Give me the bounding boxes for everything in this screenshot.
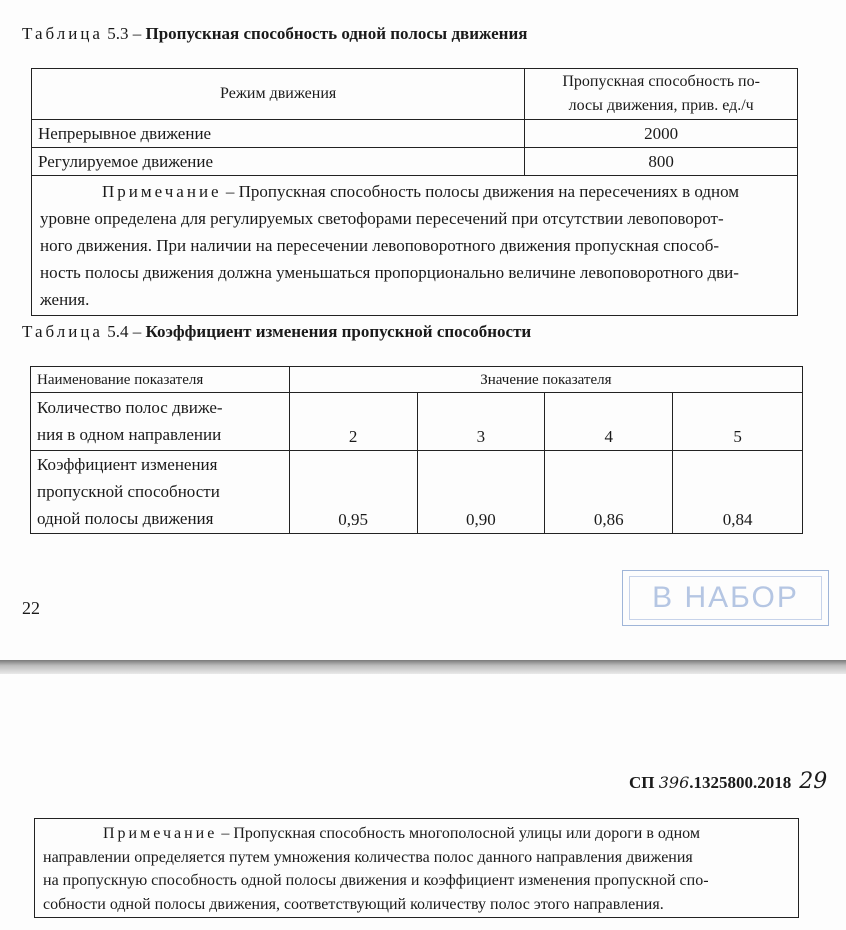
- row-label: Количество полос движе- ния в одном направлении: [31, 393, 290, 451]
- page-number: 22: [22, 598, 40, 618]
- row-mode: Регулируемое движение: [32, 148, 525, 176]
- caption-number: 5.4 –: [107, 322, 142, 341]
- row-capacity: 800: [525, 148, 798, 176]
- note-line: Примечание – Пропускная способность полосы движения на пересечениях в одном: [102, 182, 740, 201]
- stamp: [622, 570, 829, 626]
- header-mode: Режим движения: [32, 69, 525, 120]
- page-divider: [0, 660, 846, 674]
- row-value: 4: [545, 393, 673, 451]
- table-row: [32, 148, 798, 176]
- table-5-4: [30, 366, 803, 534]
- note-line: ность полосы движения должна уменьшаться пропорционально величине левоповоротного дви-: [40, 263, 739, 282]
- table-header-row: [31, 367, 803, 393]
- doc-code-suffix: .1325800.2018: [689, 773, 792, 792]
- note-line: ного движения. При наличии на пересечении левоповоротного движения пропускная способ-: [40, 236, 720, 255]
- header-capacity: [525, 69, 798, 120]
- table-note: [32, 176, 798, 316]
- row-label: Коэффициент изменения пропускной способности одной полосы движения: [31, 451, 290, 534]
- row-value: 2: [289, 393, 417, 451]
- document-code: [629, 769, 827, 794]
- note-line: направлении определяется путем умножения количества полос данного направления движения: [43, 848, 693, 866]
- note-box: [34, 818, 799, 918]
- note-line: собности одной полосы движения, соответствующий количеству полос этого направления.: [43, 895, 664, 913]
- note-line: на пропускную способность одной полосы движения и коэффициент изменения пропускной спо-: [43, 872, 709, 889]
- header-value: Значение показателя: [289, 367, 802, 393]
- table-5-4-caption: [22, 322, 531, 342]
- stamp-text: В НАБОР: [652, 581, 799, 614]
- table-header-row: [32, 69, 798, 120]
- doc-code-handwritten-number: 396: [658, 773, 690, 792]
- row-mode: Непрерывное движение: [32, 120, 525, 148]
- caption-prefix: Таблица: [22, 24, 103, 43]
- note-line: жения.: [40, 290, 90, 309]
- row-value: 3: [417, 393, 545, 451]
- caption-number: 5.3 –: [107, 24, 142, 43]
- caption-title: Коэффициент изменения пропускной способности: [145, 322, 532, 341]
- table-row: [31, 393, 803, 451]
- stamp-frame: [629, 576, 822, 620]
- note-word: Примечание: [102, 182, 222, 201]
- table-5-3: [31, 68, 798, 316]
- doc-code-handwritten-page: 29: [799, 769, 828, 794]
- header-capacity-line2: лосы движения, прив. ед./ч: [568, 97, 754, 114]
- row-value: 5: [673, 393, 803, 451]
- row-value: 0,84: [673, 451, 803, 534]
- row-capacity: 2000: [525, 120, 798, 148]
- row-value: 0,86: [545, 451, 673, 534]
- note-word: Примечание: [103, 825, 218, 842]
- caption-title: Пропускная способность одной полосы движения: [145, 24, 528, 43]
- header-capacity-line1: Пропускная способность по-: [562, 73, 760, 90]
- table-note-row: [32, 176, 798, 316]
- doc-code-prefix: СП: [629, 773, 655, 792]
- row-value: 0,95: [289, 451, 417, 534]
- caption-prefix: Таблица: [22, 322, 103, 341]
- note-line: уровне определена для регулируемых светофорами пересечений при отсутствии левоповорот-: [40, 209, 724, 228]
- table-row: [31, 451, 803, 534]
- table-5-3-caption: [22, 24, 527, 44]
- table-row: [32, 120, 798, 148]
- note-line: Примечание – Пропускная способность многополосной улицы или дороги в одном: [103, 825, 700, 842]
- header-name: Наименование показателя: [31, 367, 290, 393]
- row-value: 0,90: [417, 451, 545, 534]
